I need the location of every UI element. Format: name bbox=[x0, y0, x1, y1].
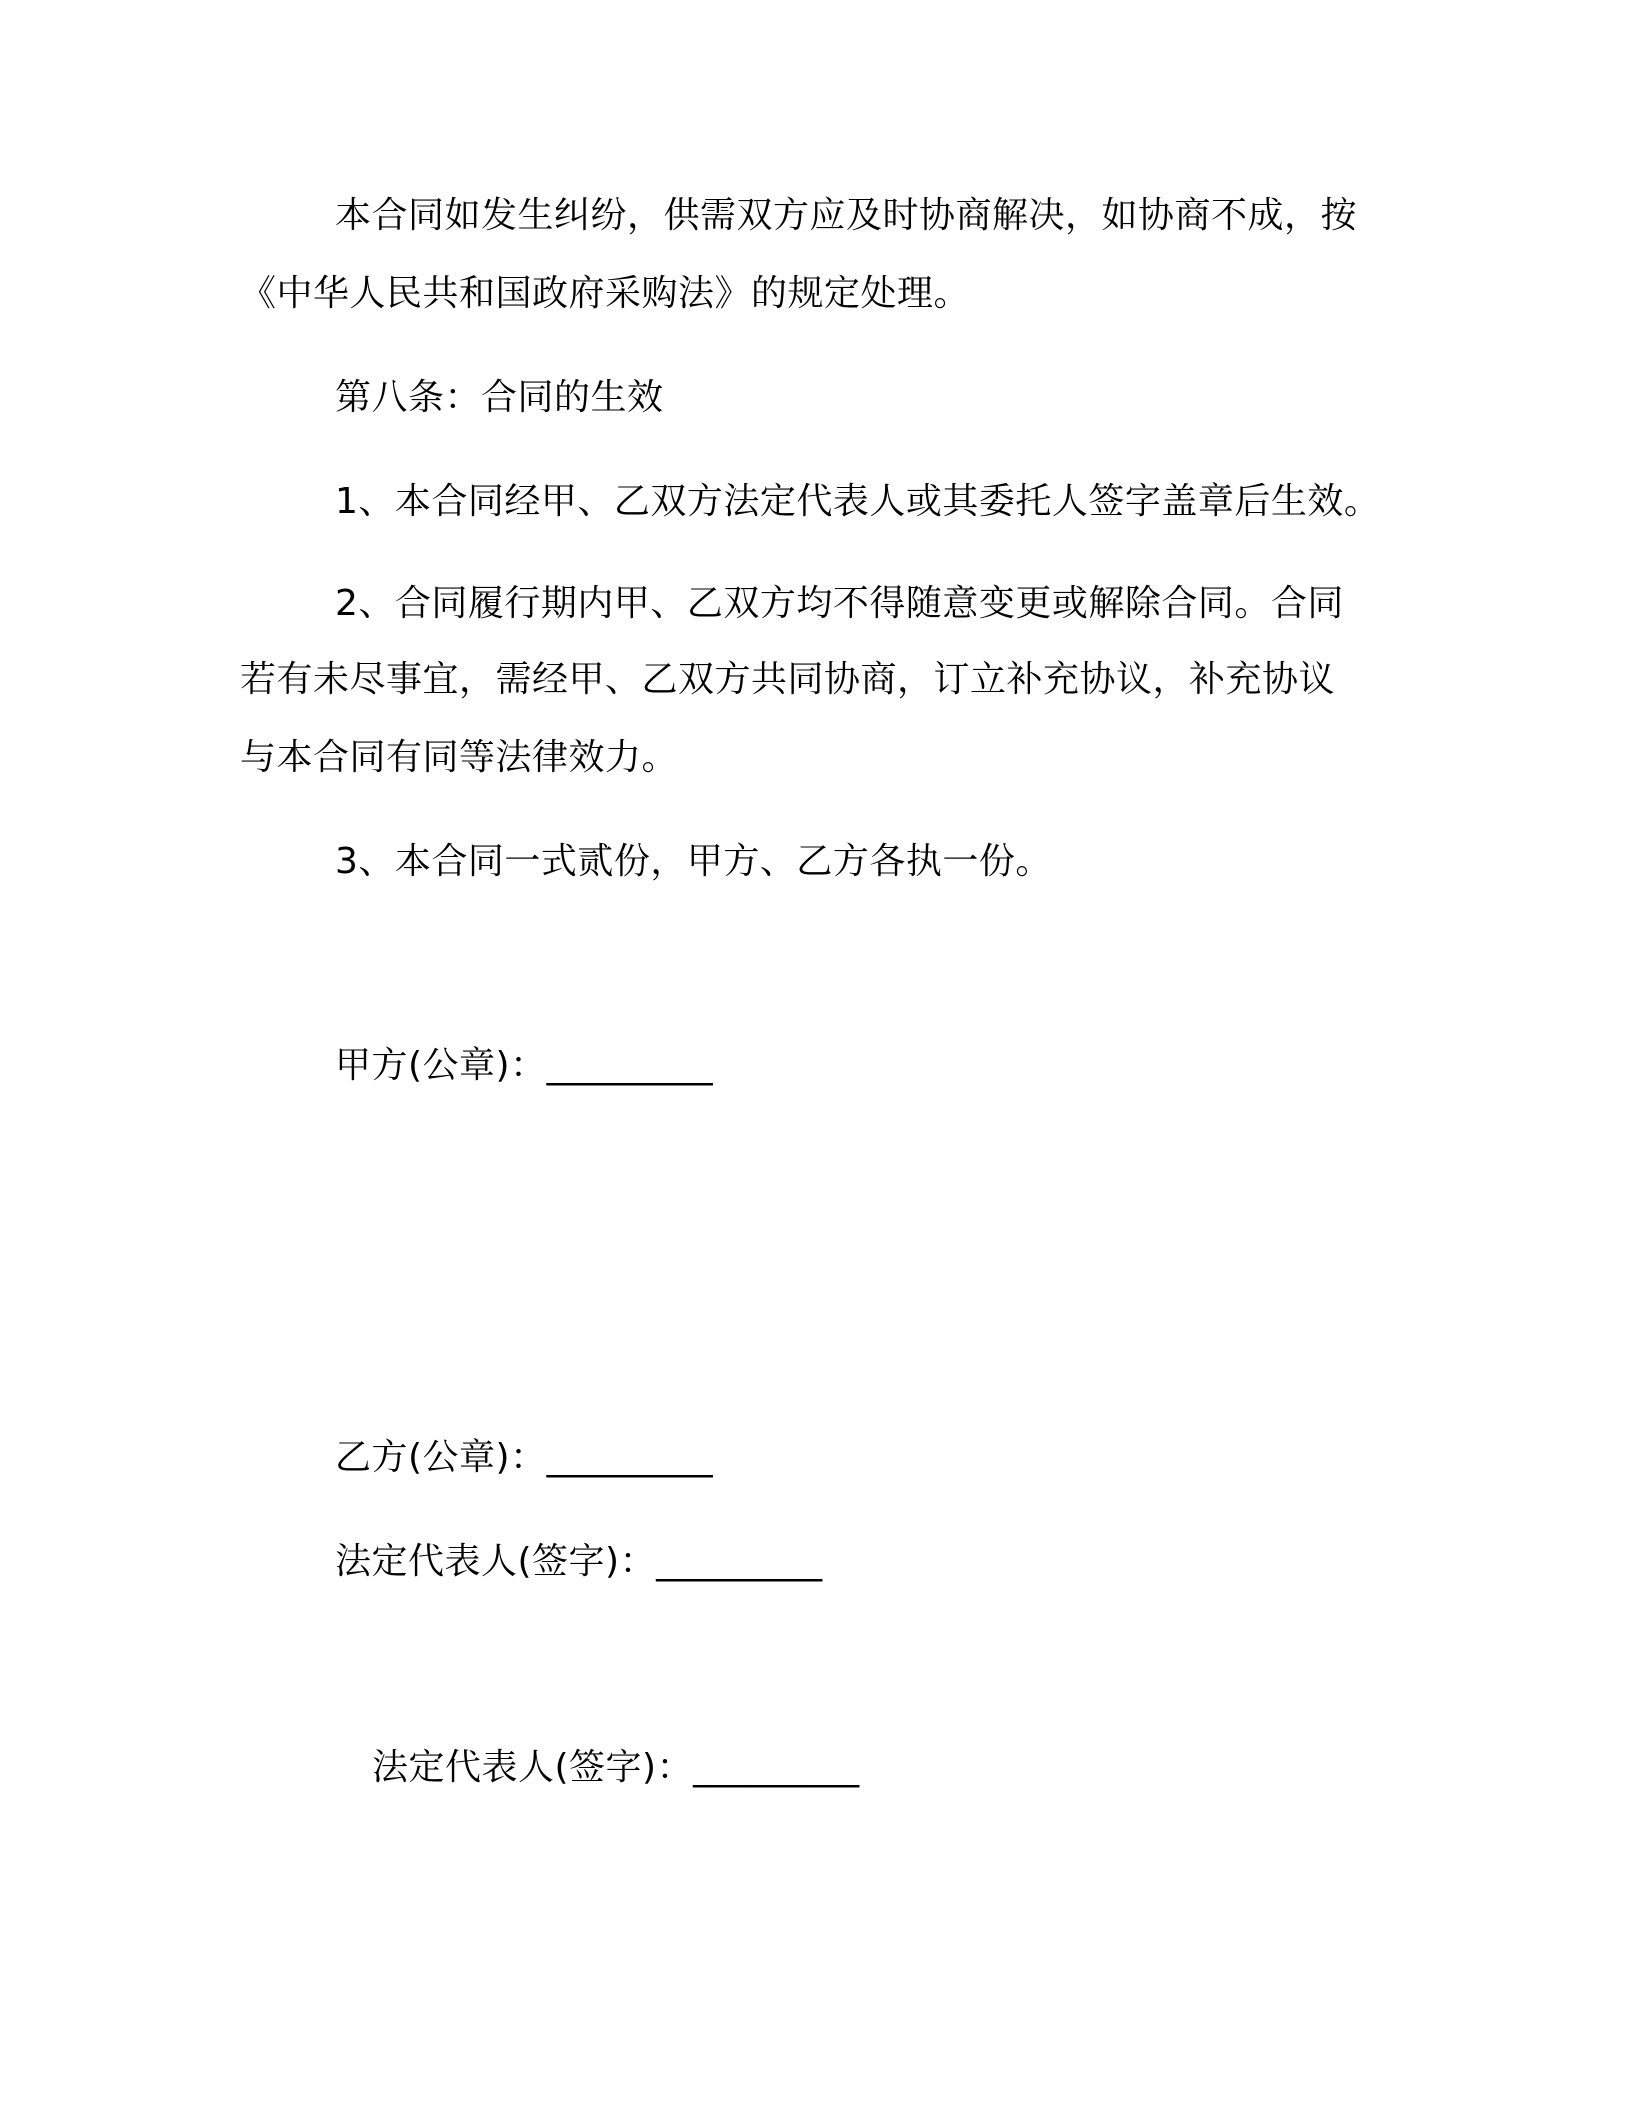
party-a-seal-line bbox=[335, 1044, 713, 1088]
legal-rep-label-2: 法定代表人(签字)： bbox=[372, 1747, 694, 1788]
legal-rep-blank-2: _________ bbox=[693, 1747, 860, 1788]
item-1: 1、本合同经甲、乙双方法定代表人或其委托人签字盖章后生效。 bbox=[335, 481, 1381, 522]
party-b-seal-label: 乙方(公章)： bbox=[335, 1437, 547, 1478]
item-2-line-1: 2、合同履行期内甲、乙双方均不得随意变更或解除合同。合同 bbox=[335, 583, 1344, 624]
item-3: 3、本合同一式贰份，甲方、乙方各执一份。 bbox=[335, 841, 1052, 882]
legal-rep-signature-line-2 bbox=[372, 1746, 860, 1790]
party-a-seal-blank: _________ bbox=[546, 1045, 714, 1086]
legal-rep-label-1: 法定代表人(签字)： bbox=[335, 1541, 657, 1582]
item-2-line-3: 与本合同有同等法律效力。 bbox=[240, 737, 679, 778]
party-b-seal-blank: _________ bbox=[546, 1437, 714, 1478]
dispute-paragraph-line-2: 《中华人民共和国政府采购法》的规定处理。 bbox=[240, 273, 971, 314]
legal-rep-signature-line-1 bbox=[335, 1540, 823, 1584]
dispute-paragraph-line-1: 本合同如发生纠纷，供需双方应及时协商解决，如协商不成，按 bbox=[335, 195, 1358, 236]
item-2-line-2: 若有未尽事宜，需经甲、乙双方共同协商，订立补充协议，补充协议 bbox=[240, 659, 1336, 700]
party-b-seal-line bbox=[335, 1436, 713, 1480]
party-a-seal-label: 甲方(公章)： bbox=[335, 1045, 547, 1086]
legal-rep-blank-1: _________ bbox=[656, 1541, 823, 1582]
article-8-heading: 第八条：合同的生效 bbox=[335, 377, 664, 418]
